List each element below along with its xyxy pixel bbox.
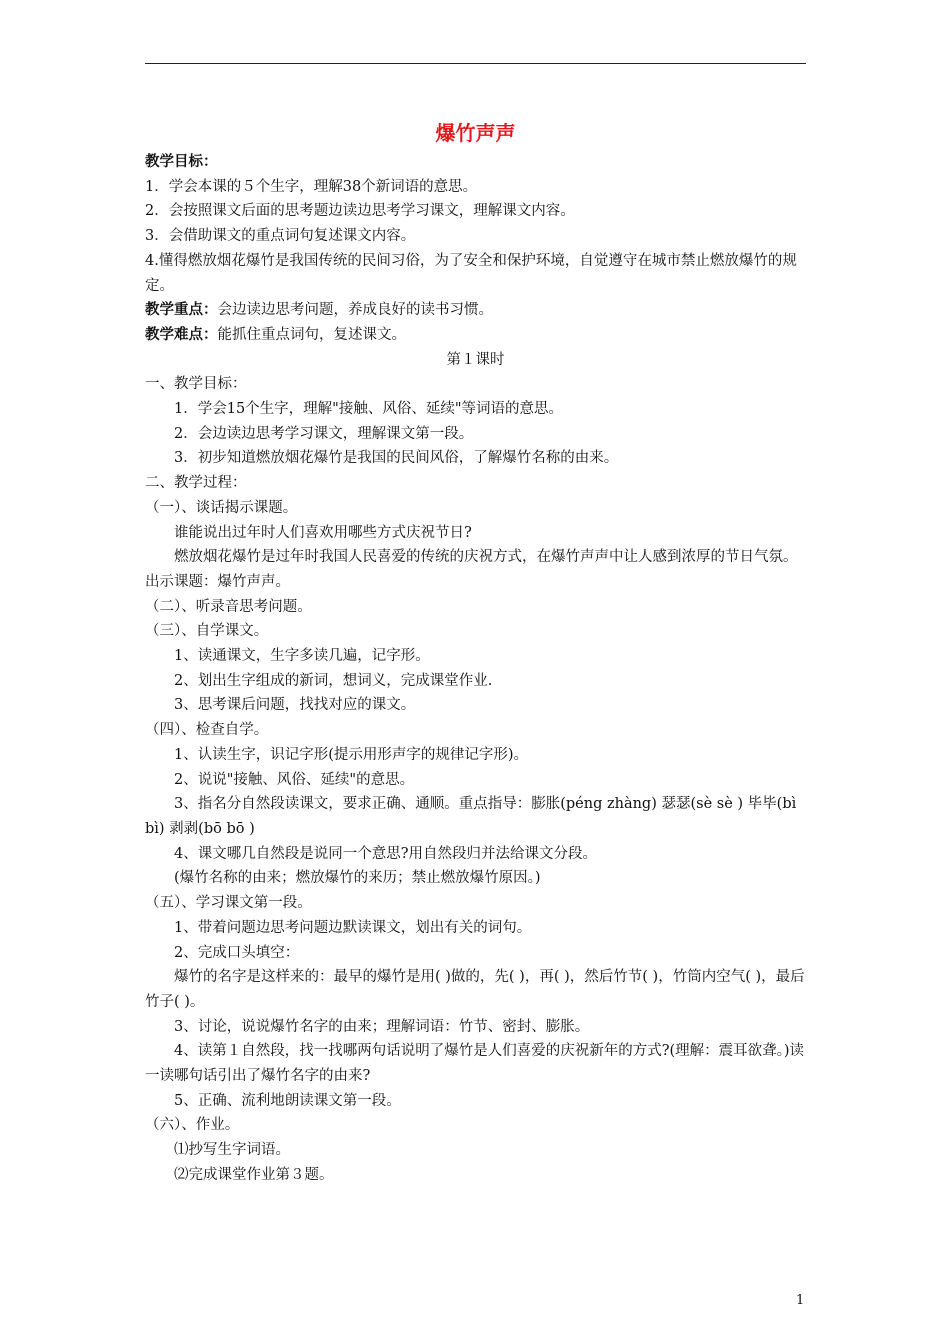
- part6-item: ⑴抄写生字词语。: [174, 1142, 290, 1159]
- part4-item: 2、说说"接触、风俗、延续"的意思。: [174, 771, 415, 788]
- part5-item: 4、读第１自然段，找一找哪两句话说明了爆竹是人们喜爱的庆祝新年的方式?(理解：震耳欲聋。)读一读哪句话引出了爆竹名字的由来?: [145, 1043, 805, 1085]
- part6-item: ⑵完成课堂作业第３题。: [174, 1166, 334, 1183]
- part4-item: 3、指名分自然段读课文，要求正确、通顺。重点指导：膨胀(péng zhàng) 瑟瑟(sè sè ) 毕毕(bì bì) 剥剥(bō bō ): [145, 796, 801, 837]
- goal-item: 3．会借助课文的重点词句复述课文内容。: [145, 228, 416, 245]
- part4-item: (爆竹名称的由来；燃放爆竹的来历；禁止燃放爆竹原因。): [174, 870, 541, 887]
- part5-heading: （五）、学习课文第一段。: [145, 895, 312, 912]
- lesson-heading: 第１课时: [446, 351, 505, 368]
- part4-item: 1、认读生字，识记字形(提示用形声字的规律记字形)。: [174, 746, 529, 763]
- show-title-line: 出示课题：爆竹声声。: [145, 573, 290, 590]
- part5-item: 5、正确、流利地朗读课文第一段。: [174, 1092, 401, 1109]
- section1-item: 2．会边读边思考学习课文，理解课文第一段。: [174, 425, 474, 442]
- goal-item: 4.懂得燃放烟花爆竹是我国传统的民间习俗，为了安全和保护环境，自觉遵守在城市禁止燃放爆竹的规定。: [145, 252, 797, 294]
- page-number: 1: [796, 1293, 805, 1308]
- part6-heading: （六）、作业。: [145, 1117, 240, 1134]
- part5-item: 爆竹的名字是这样来的：最早的爆竹是用( )做的，先( )，再( )，然后竹节( )，竹筒内空气( )，最后竹子( )。: [145, 969, 805, 1010]
- section2-heading: 二、教学过程：: [145, 475, 247, 492]
- part4-item: 4、课文哪几自然段是说同一个意思?用自然段归并法给课文分段。: [174, 845, 597, 862]
- difficulty-text: 能抓住重点词句，复述课文。: [217, 326, 406, 343]
- header-rule: [145, 63, 806, 64]
- part3-item: 3、思考课后问题，找找对应的课文。: [174, 697, 416, 714]
- key-point-text: 会边读边思考问题，养成良好的读书习惯。: [217, 302, 493, 319]
- document-body: [145, 118, 806, 1188]
- part1-line: 燃放烟花爆竹是过年时我国人民喜爱的传统的庆祝方式，在爆竹声声中让人感到浓厚的节日气氛。: [174, 549, 798, 566]
- part3-item: 1、读通课文，生字多读几遍，记字形。: [174, 648, 430, 665]
- part3-item: 2、划出生字组成的新词，想词义，完成课堂作业.: [174, 672, 493, 689]
- part1-heading: （一）、谈话揭示课题。: [145, 499, 298, 516]
- section1-item: 3．初步知道燃放烟花爆竹是我国的民间风俗，了解爆竹名称的由来。: [174, 450, 619, 467]
- goal-item: 1．学会本课的５个生字，理解38个新词语的意思。: [145, 178, 478, 195]
- part1-line: 谁能说出过年时人们喜欢用哪些方式庆祝节日?: [174, 524, 472, 541]
- document-title: 爆竹声声: [435, 121, 516, 145]
- part5-item: 1、带着问题边思考问题边默读课文，划出有关的词句。: [174, 919, 532, 936]
- part3-heading: （三）、自学课文。: [145, 623, 269, 640]
- key-point-label: 教学重点：: [145, 301, 218, 319]
- section1-item: 1．学会15个生字，理解"接触、风俗、延续"等词语的意思。: [174, 401, 564, 418]
- part5-item: 2、完成口头填空：: [174, 944, 300, 961]
- goals-heading: 教学目标：: [145, 153, 218, 170]
- part2-heading: （二）、听录音思考问题。: [145, 598, 312, 615]
- part4-heading: （四）、检查自学。: [145, 722, 269, 739]
- part5-item: 3、讨论，说说爆竹名字的由来；理解词语：竹节、密封、膨胀。: [174, 1018, 590, 1035]
- section1-heading: 一、教学目标：: [145, 376, 247, 393]
- difficulty: [145, 323, 806, 348]
- difficulty-label: 教学难点：: [145, 325, 218, 343]
- key-point: [145, 298, 806, 323]
- goal-item: 2．会按照课文后面的思考题边读边思考学习课文，理解课文内容。: [145, 203, 575, 220]
